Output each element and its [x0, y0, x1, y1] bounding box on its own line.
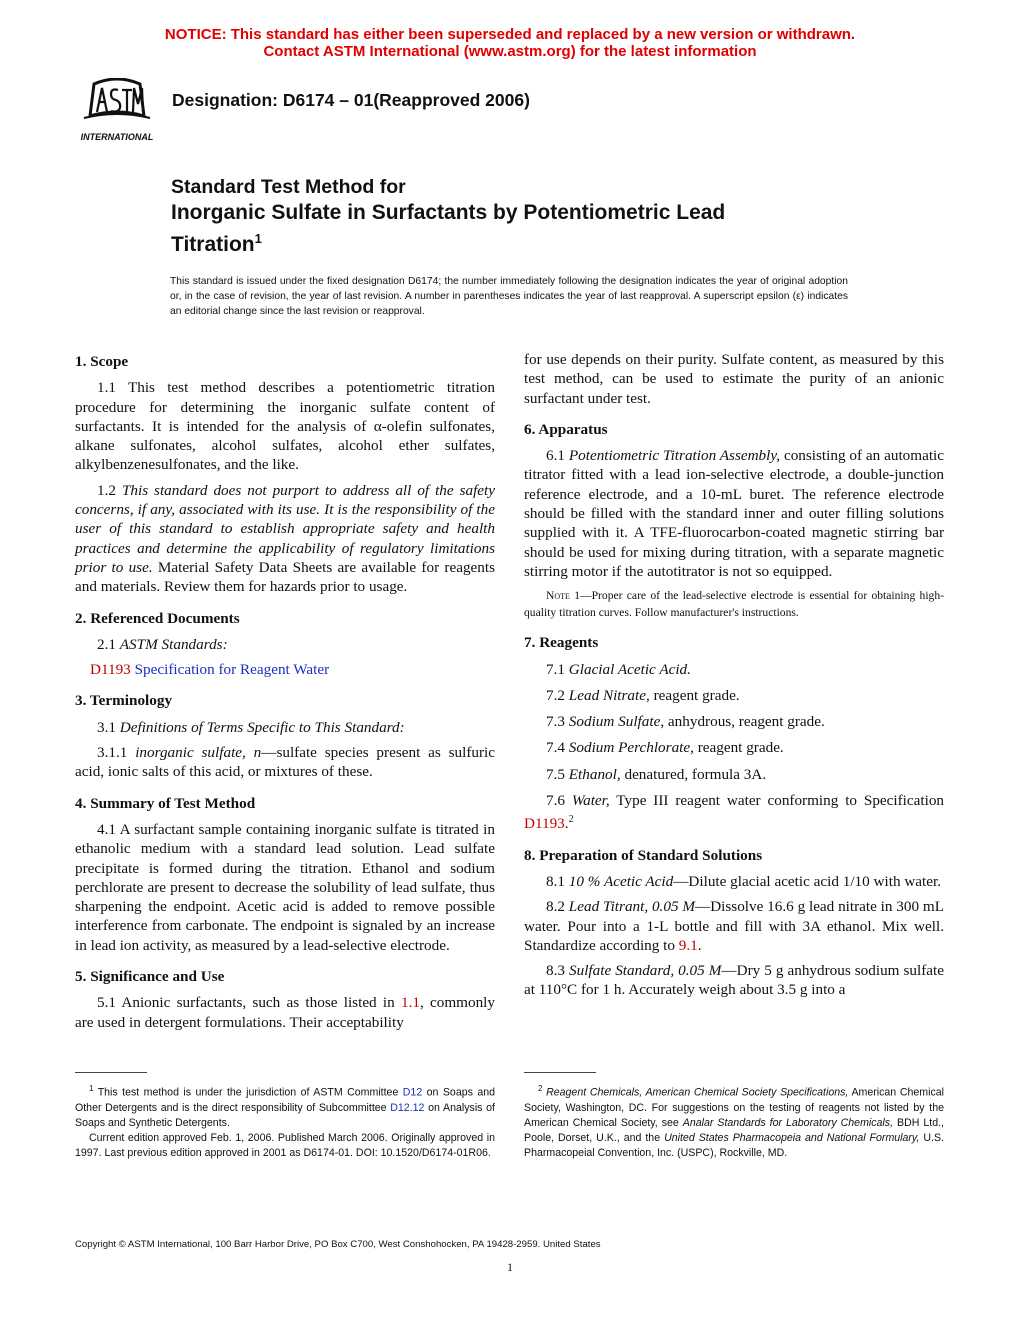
reagent-item: 7.5 Ethanol, denatured, formula 3A. — [546, 765, 767, 783]
paragraph-8-3: 8.3 Sulfate Standard, 0.05 M—Dry 5 g anhydrous sodium sulfate at 110°C for 1 h. Accurately weigh about 3.5 g into a — [524, 962, 944, 999]
section-link-9-1[interactable]: 9.1 — [678, 936, 698, 954]
footnote-1: $^1$ This test method is under the jurisdiction of ASTM Committee D12 on Soaps and Other Detergents and is the direct responsibility of Subcommittee D12.12 on Analysis of Soaps and Synthetic Detergents. Current edition approved Feb. 1, 2006. Published March 2006. Originally approved in 1997. Last previous edition approved in 2001 as D6174-01. DOI: 10.1520/D6174-01R06. — [75, 1084, 495, 1160]
paragraph-5-1: 5.1 Anionic surfactants, such as those listed in 1.1, commonly are used in detergent formulations. Their acceptability — [75, 994, 496, 1031]
notice-line-2: Contact ASTM International (www.astm.org) for the latest information — [263, 43, 757, 60]
paragraph-3-1-1: 3.1.1 inorganic sulfate, n—sulfate species present as sulfuric acid, ionic salts of this acid, or mixtures of these. — [75, 744, 495, 781]
title-line-2: Inorganic Sulfate in Surfactants by Potentiometric Lead — [171, 201, 726, 224]
section-heading-reagents: 7. Reagents — [524, 634, 599, 652]
footnote-ref-2[interactable]: 2 — [568, 814, 574, 826]
page-number: 1 — [507, 1260, 513, 1274]
title-footnote-ref[interactable]: 1 — [254, 231, 262, 246]
footnote-divider-left — [75, 1072, 147, 1073]
designation: Designation: D6174 – 01(Reapproved 2006) — [172, 90, 530, 110]
section-heading-apparatus: 6. Apparatus — [524, 420, 608, 438]
section-heading-summary: 4. Summary of Test Method — [75, 794, 256, 812]
right-column — [524, 350, 944, 1006]
title-line-1: Standard Test Method for — [171, 176, 406, 198]
paragraph-8-2: 8.2 Lead Titrant, 0.05 M—Dissolve 16.6 g lead nitrate in 300 mL water. Pour into a 1-L bottle and fill with 3A ethanol. Mix well. Standardize according to 9.1. — [524, 898, 944, 954]
footnote-2: $^2$ Reagent Chemicals, American Chemical Society Specifications, American Chemical Society, Washington, DC. For suggestions on the testing of reagents not listed by the American Chemical Society, see Analar Standards for Laboratory Chemicals, BDH Ltd., Poole, Dorset, U.K., and the United States Pharmacopeia and National Formulary, U.S. Pharmacopeial Convention, Inc. (USPC), Rockville, MD. — [524, 1084, 945, 1160]
paragraph-2-1: 2.1 ASTM Standards: — [97, 635, 228, 653]
paragraph-8-1: 8.1 10 % Acetic Acid—Dilute glacial acetic acid 1/10 with water. — [546, 873, 942, 890]
astm-logo — [74, 78, 160, 144]
copyright-line: Copyright © ASTM International, 100 Barr Harbor Drive, PO Box C700, West Conshohocken, PA 19428-2959. United States — [75, 1239, 601, 1250]
reagent-item: 7.3 Sodium Sulfate, anhydrous, reagent grade. — [546, 713, 825, 731]
paragraph-3-1: 3.1 Definitions of Terms Specific to This Standard: — [97, 718, 405, 736]
reagent-item: 7.2 Lead Nitrate, reagent grade. — [546, 686, 740, 704]
section-heading-preparation: 8. Preparation of Standard Solutions — [524, 846, 763, 864]
paragraph-4-1: 4.1 A surfactant sample containing inorganic sulfate is titrated in ethanolic medium with a standard lead solution. Lead sulfate precipitate is formed during the titration. Ethanol and sodium perchlorate are present to decrease the solubility of lead sulfate, thus sharpening the endpoint. Acetic acid is added to remove possible interference from carbonate. The endpoint is signaled by an increase in lead ion activity, as measured by a lead-selective electrode. — [75, 820, 495, 954]
reagent-list — [524, 660, 944, 784]
section-heading-terminology: 3. Terminology — [75, 692, 173, 710]
footnote-divider-right — [524, 1072, 596, 1073]
withdrawal-notice — [0, 26, 1020, 60]
committee-link-d12[interactable]: D12 — [402, 1086, 423, 1099]
paragraph-1-1: 1.1 This test method describes a potentiometric titration procedure for determining the inorganic sulfate content of surfactants. It is intended for the analysis of α-olefin sulfonates, alkane sulfonates, alcohol sulfates, alcohol ether sulfates, alkylbenzenesulfonates, and the like. — [75, 379, 495, 474]
standard-intro: This standard is issued under the fixed designation D6174; the number immediately following the designation indicates the year of original adoption or, in the case of revision, the year of last revision. A number in parentheses indicates the year of last reapproval. A superscript epsilon (ε) indicates an editorial change since the last revision or reapproval. — [170, 276, 848, 317]
subcommittee-link-d12-12[interactable]: D12.12 — [390, 1101, 425, 1114]
section-heading-significance: 5. Significance and Use — [75, 968, 225, 986]
paragraph-7-6: 7.6 Water, Type III reagent water conforming to Specification D1193.$^2$ — [524, 792, 945, 833]
reference-link-d1193[interactable]: D1193 Specification for Reagent Water — [90, 661, 330, 679]
document-title — [171, 174, 725, 258]
reagent-item: 7.1 Glacial Acetic Acid. — [546, 660, 691, 678]
section-link-1-1[interactable]: 1.1 — [401, 994, 420, 1012]
paragraph-1-2: 1.2 This standard does not purport to address all of the safety concerns, if any, associated with its use. It is the responsibility of the user of this standard to establish appropriate safety and health practices and determine the applicability of regulatory limitations prior to use. Material Safety Data Sheets are available for reagents and materials. Review them for hazards prior to usage. — [75, 481, 496, 596]
paragraph-5-1-continued: for use depends on their purity. Sulfate content, as measured by this test method, can be used to estimate the purity of an anionic surfactant under test. — [524, 351, 944, 407]
reagent-item: 7.4 Sodium Perchlorate, reagent grade. — [546, 739, 784, 757]
note-1: Note 1—Proper care of the lead-selective electrode is essential for obtaining high-quality titration curves. Follow manufacturer's instructions. — [524, 589, 944, 620]
section-heading-referenced: 2. Referenced Documents — [75, 609, 240, 627]
logo-caption: INTERNATIONAL — [80, 132, 154, 142]
paragraph-6-1: 6.1 Potentiometric Titration Assembly, consisting of an automatic titrator fitted with a lead ion-selective electrode, a double-junction reference electrode, and a 10-mL buret. The reference electrode should be filled with the standard inner and outer filling solutions supplied with it. A TFE-fluorocarbon-coated magnetic stirring bar should be used for mixing during titration, with a separate magnetic stirring motor if the autotitrator is not so equipped. — [524, 447, 945, 580]
notice-line-1: NOTICE: This standard has either been superseded and replaced by a new version or withdrawn. — [164, 26, 856, 43]
title-line-3: Titration$^1$ — [171, 231, 262, 256]
section-heading-scope: 1. Scope — [75, 353, 129, 370]
reagent-water-link[interactable]: D1193 — [524, 815, 565, 833]
left-column — [75, 350, 495, 1038]
